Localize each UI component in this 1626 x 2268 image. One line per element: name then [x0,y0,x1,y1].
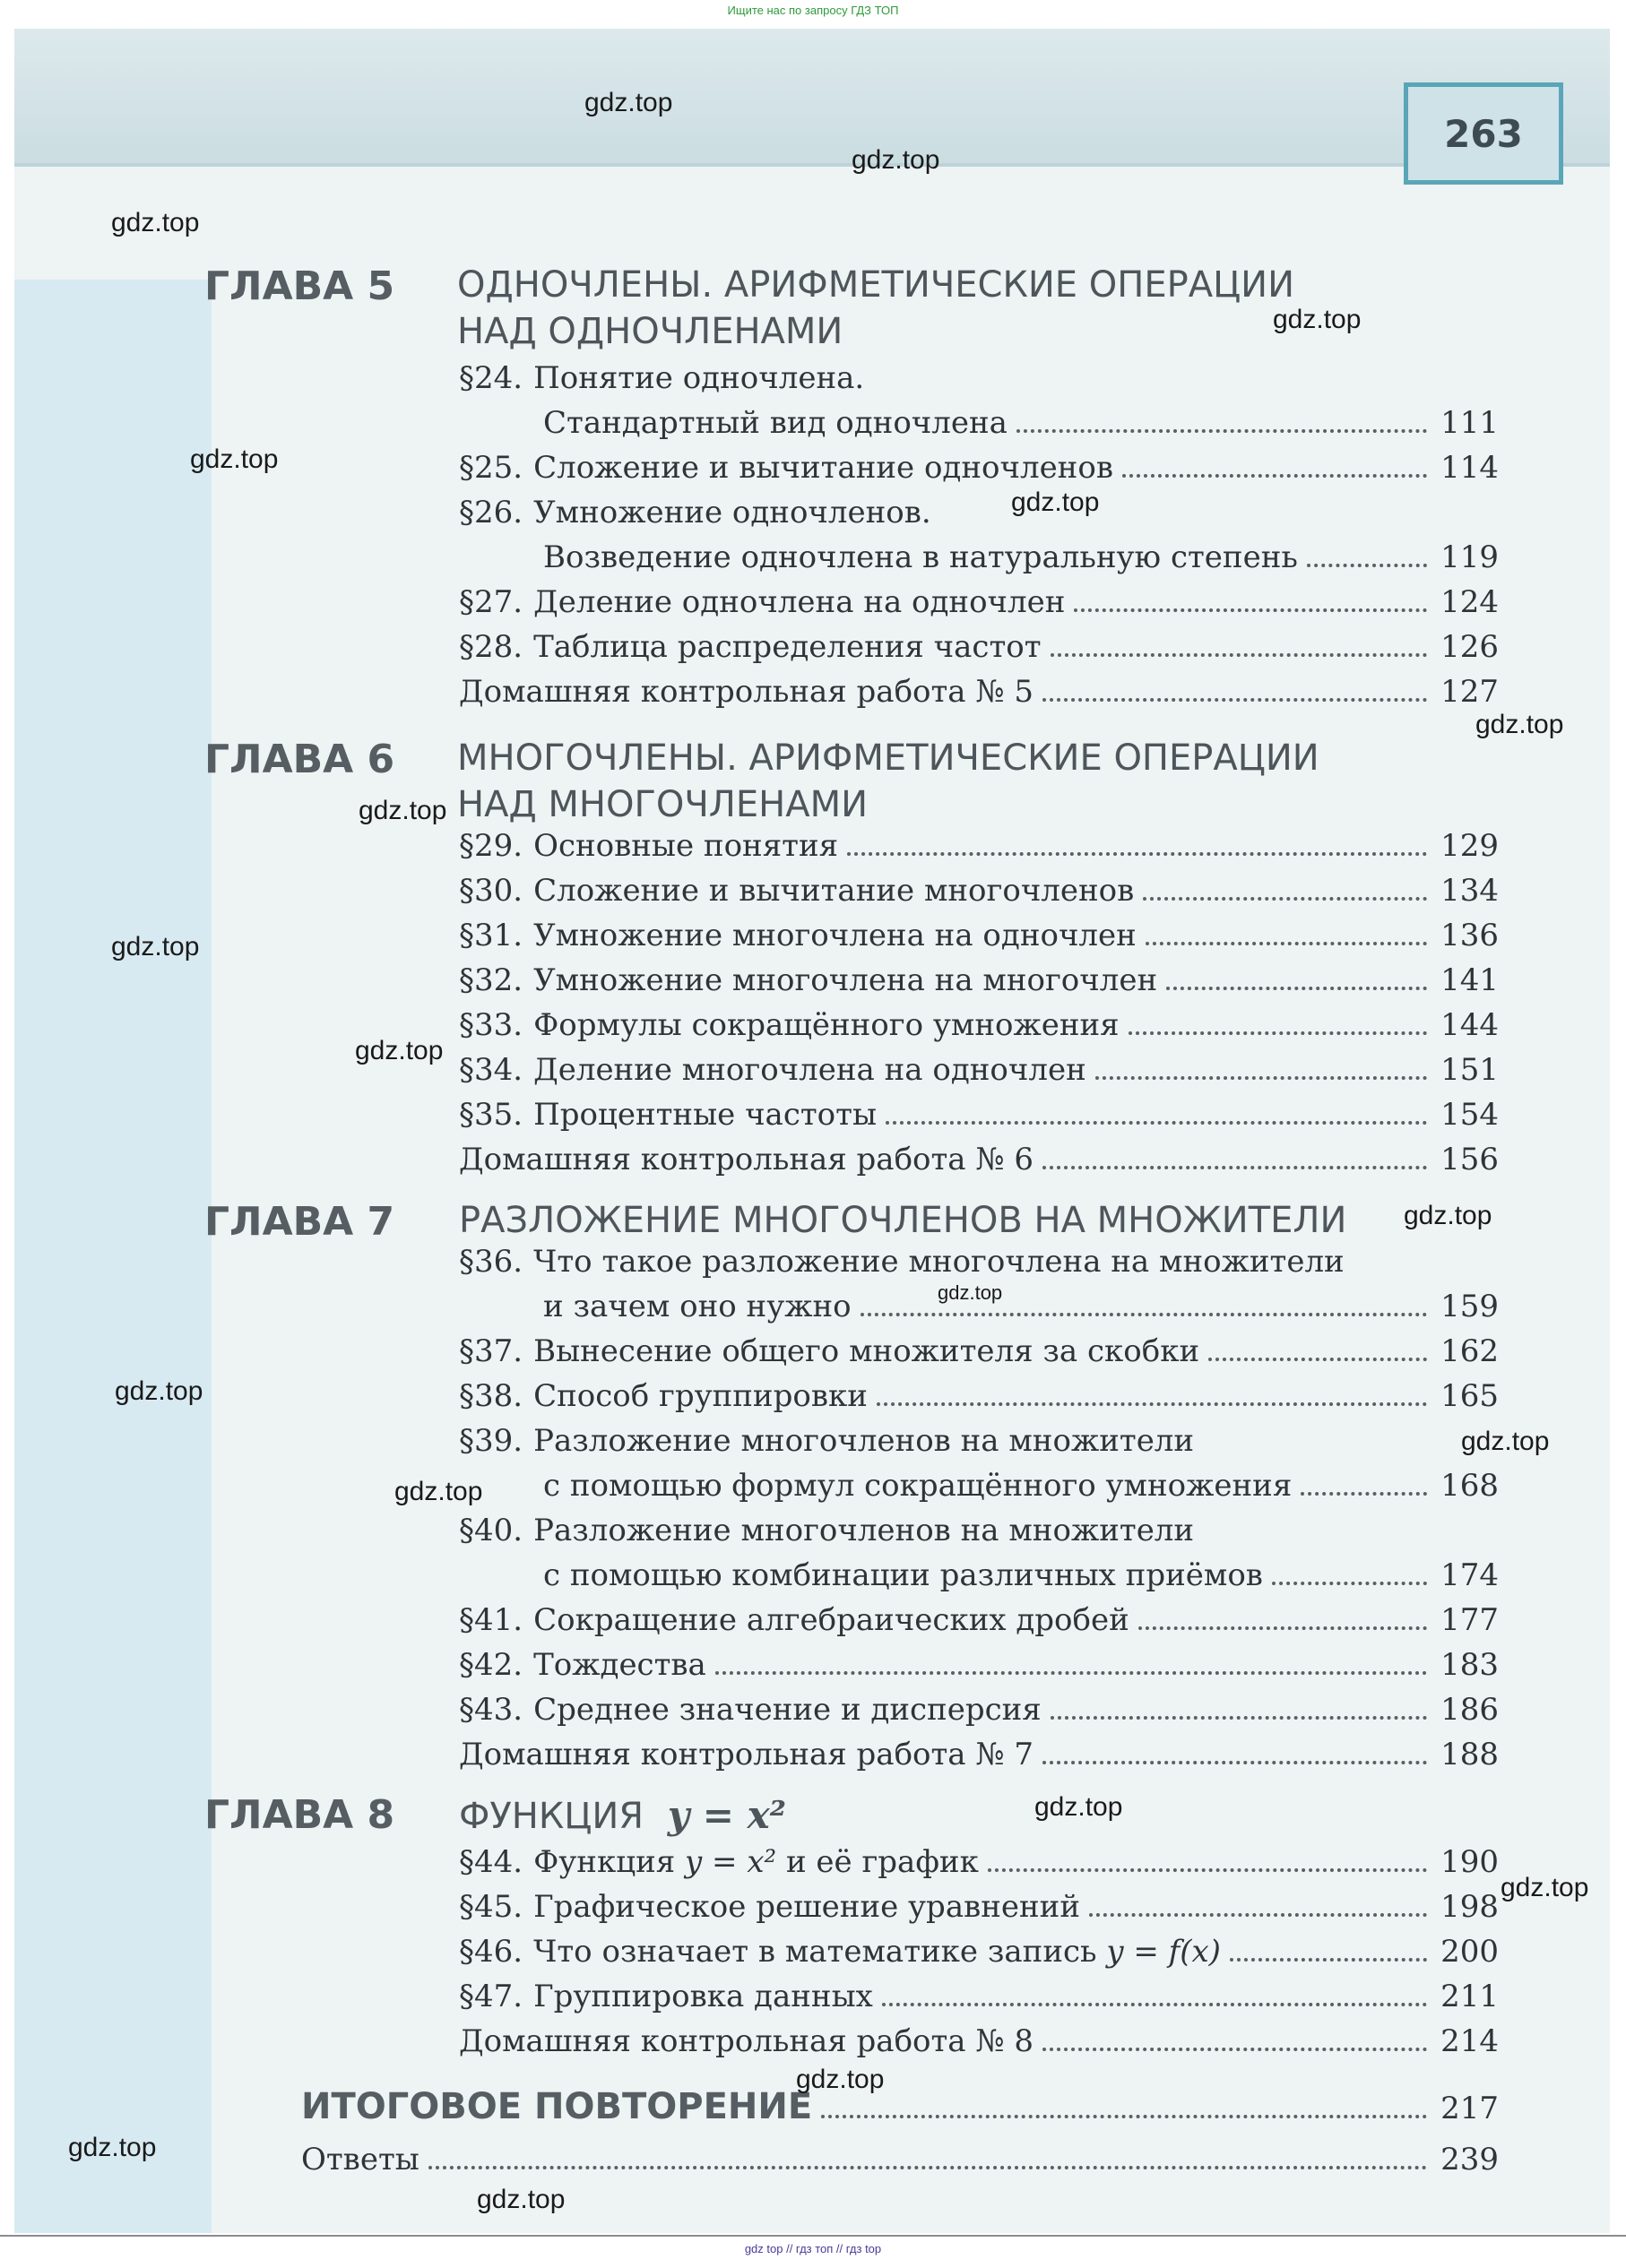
dot-leader [1146,942,1427,945]
section-title: Графическое решение уравнений [533,1889,1081,1925]
answers-title: Ответы [301,2142,419,2177]
page-ref: 217 [1440,2091,1499,2126]
watermark: gdz.top [68,2133,157,2162]
dot-leader [1138,1626,1427,1630]
section-number: §31. [459,918,523,953]
page-ref: 174 [1440,1557,1499,1593]
toc-entry-33[interactable] [459,1007,1499,1052]
section-title-cont: и зачем оно нужно [543,1289,852,1324]
homework-title: Домашняя контрольная работа № 6 [459,1142,1034,1177]
dot-leader [1089,1913,1427,1917]
page-number: 263 [1404,82,1563,185]
section-title-part: и её график [785,1844,979,1880]
page-ref: 156 [1440,1142,1499,1177]
homework-title: Домашняя контрольная работа № 7 [459,1737,1034,1772]
section-title: Разложение многочленов на множители [533,1423,1195,1459]
chapter-8-title [459,1792,1490,1840]
toc-entry-37[interactable] [459,1333,1499,1378]
toc-entry-26[interactable] [459,495,931,539]
chapter-7-title [459,1197,1490,1244]
chapter-6-title-line-2: НАД МНОГОЧЛЕНАМИ [457,784,869,825]
section-title: Процентные частоты [533,1097,878,1133]
watermark: gdz.top [1501,1873,1589,1902]
section-number: §29. [459,828,523,864]
page-ref: 129 [1440,828,1499,864]
section-title: Деление одночлена на одночлен [533,584,1066,620]
page-ref: 200 [1440,1934,1499,1970]
dot-leader [1051,653,1427,657]
dot-leader [715,1671,1427,1675]
section-title-cont: Стандартный вид одночлена [543,405,1008,441]
toc-entry-29[interactable] [459,828,1499,873]
section-number: §33. [459,1007,523,1043]
toc-entry-35[interactable] [459,1097,1499,1142]
chapter-6-title-line-1: МНОГОЧЛЕНЫ. АРИФМЕТИЧЕСКИЕ ОПЕРАЦИИ [457,737,1319,779]
toc-entry-41[interactable] [459,1602,1499,1647]
page-ref: 183 [1440,1647,1499,1683]
section-number: §37. [459,1333,523,1369]
chapter-8-formula: y = x² [667,1793,787,1837]
page-ref: 134 [1440,873,1499,909]
page-ref: 114 [1440,450,1499,486]
chapter-7-head: ГЛАВА 7 [204,1199,395,1245]
toc-homework-5[interactable] [459,674,1499,719]
page-ref: 177 [1440,1602,1499,1638]
watermark: gdz.top [355,1036,444,1065]
toc-entry-28[interactable] [459,629,1499,674]
section-title [533,1934,1221,1970]
chapter-5-title-line-2: НАД ОДНОЧЛЕНАМИ [457,311,843,352]
section-title: Тождества [533,1647,706,1683]
dot-leader [1042,1166,1427,1169]
page-ref: 162 [1440,1333,1499,1369]
dot-leader [1122,474,1427,478]
dot-leader [1042,2048,1427,2051]
page-ref: 144 [1440,1007,1499,1043]
section-number: §41. [459,1602,523,1638]
section-number: §46. [459,1934,523,1970]
toc-entry-36-cont[interactable] [543,1289,1499,1333]
page-ref: 188 [1440,1737,1499,1772]
section-title: Сложение и вычитание многочленов [533,873,1135,909]
toc-entry-31[interactable] [459,918,1499,962]
dot-leader [1143,897,1427,901]
toc-entry-34[interactable] [459,1052,1499,1097]
watermark: gdz.top [477,2185,566,2214]
dot-leader [1230,1958,1427,1962]
dot-leader [428,2166,1427,2169]
toc-entry-38[interactable] [459,1378,1499,1423]
section-title-part: Что означает в математике запись [533,1934,1097,1970]
toc-homework-6[interactable] [459,1142,1499,1186]
page-ref: 151 [1440,1052,1499,1088]
page-ref: 214 [1440,2023,1499,2059]
watermark: gdz.top [938,1281,1003,1304]
section-title: Сложение и вычитание одночленов [533,450,1113,486]
dot-leader [886,1121,1427,1125]
toc-entry-24[interactable] [459,360,864,405]
bottom-divider [0,2235,1626,2237]
section-number: §39. [459,1423,523,1459]
watermark: gdz.top [584,88,673,117]
section-number: §45. [459,1889,523,1925]
watermark: gdz.top [852,145,940,175]
dot-leader [1166,987,1427,990]
section-number: §38. [459,1378,523,1414]
section-title-cont: Возведение одночлена в натуральную степень [543,539,1298,575]
toc-entry-39-cont[interactable] [543,1468,1499,1513]
dot-leader [877,1402,1427,1406]
toc-final-review[interactable] [301,2086,1499,2136]
dot-leader [1042,1761,1427,1764]
watermark: gdz.top [115,1376,203,1406]
section-number: §35. [459,1097,523,1133]
dot-leader [1272,1582,1427,1585]
page-ref: 111 [1440,405,1499,441]
toc-entry-44[interactable] [459,1844,1499,1889]
section-title: Что такое разложение многочлена на множители [533,1244,1345,1280]
toc-entry-39[interactable] [459,1423,1194,1468]
page-ref: 198 [1440,1889,1499,1925]
section-title [533,1844,979,1880]
section-number: §42. [459,1647,523,1683]
section-title: Формулы сокращённого умножения [533,1007,1120,1043]
watermark: gdz.top [1273,305,1362,334]
section-number: §28. [459,629,523,665]
toc-homework-7[interactable] [459,1737,1499,1781]
homework-title: Домашняя контрольная работа № 8 [459,2023,1034,2059]
dot-leader [847,852,1427,856]
section-title: Группировка данных [533,1979,873,2014]
chapter-5-title-line-1: ОДНОЧЛЕНЫ. АРИФМЕТИЧЕСКИЕ ОПЕРАЦИИ [457,264,1295,306]
toc-entry-36[interactable] [459,1244,1345,1289]
page-ref: 119 [1440,539,1499,575]
section-formula: y = x² [685,1844,777,1880]
section-title: Таблица распределения частот [533,629,1042,665]
toc-entry-46[interactable] [459,1934,1499,1979]
section-number: §36. [459,1244,523,1280]
bottom-banner: gdz top // гдз топ // гдз top [744,2242,882,2255]
page-ref: 126 [1440,629,1499,665]
section-title: Умножение многочлена на одночлен [533,918,1137,953]
watermark: gdz.top [359,796,447,825]
section-title-part: Функция [533,1844,676,1880]
dot-leader [1016,429,1427,433]
toc-entry-40-cont[interactable] [543,1557,1499,1602]
watermark: gdz.top [1461,1427,1550,1456]
section-title: Понятие одночлена. [533,360,865,396]
dot-leader [1301,1492,1427,1496]
toc-entry-26-cont[interactable] [543,539,1499,584]
dot-leader [821,2115,1427,2118]
section-title: Умножение одночленов. [533,495,931,530]
chapter-6-title [457,735,1488,828]
page-ref: 124 [1440,584,1499,620]
chapter-8-head: ГЛАВА 8 [204,1792,395,1838]
section-number: §44. [459,1844,523,1880]
page-ref: 136 [1440,918,1499,953]
section-title: Разложение многочленов на множители [533,1513,1195,1548]
toc-entry-30[interactable] [459,873,1499,918]
section-title: Основные понятия [533,828,839,864]
section-title: Вынесение общего множителя за скобки [533,1333,1200,1369]
page-ref: 239 [1440,2142,1499,2177]
toc-entry-25[interactable] [459,450,1499,495]
watermark: gdz.top [190,444,279,474]
watermark: gdz.top [796,2065,885,2094]
watermark: gdz.top [1011,487,1100,517]
dot-leader [988,1868,1427,1872]
dot-leader [1042,698,1427,702]
dot-leader [1129,1031,1427,1035]
dot-leader [861,1313,1427,1316]
section-number: §25. [459,450,523,486]
left-margin-strip [14,280,212,2233]
page-ref: 186 [1440,1692,1499,1728]
section-number: §26. [459,495,523,530]
page-ref: 211 [1440,1979,1499,2014]
toc-entry-32[interactable] [459,962,1499,1007]
toc-entry-43[interactable] [459,1692,1499,1737]
page-ref: 190 [1440,1844,1499,1880]
top-banner: Ищите нас по запросу ГДЗ ТОП [727,4,899,17]
section-number: §47. [459,1979,523,2014]
watermark: gdz.top [111,932,200,962]
dot-leader [1208,1358,1427,1361]
section-title-cont: с помощью формул сокращённого умножения [543,1468,1293,1504]
dot-leader [882,2003,1427,2006]
page-ref: 154 [1440,1097,1499,1133]
section-number: §32. [459,962,523,998]
toc-entry-42[interactable] [459,1647,1499,1692]
page-ref: 141 [1440,962,1499,998]
section-title-cont: с помощью комбинации различных приёмов [543,1557,1263,1593]
dot-leader [1095,1076,1427,1080]
section-title: Сокращение алгебраических дробей [533,1602,1129,1638]
dot-leader [1051,1716,1427,1720]
section-formula: y = f(x) [1106,1934,1221,1970]
homework-title: Домашняя контрольная работа № 5 [459,674,1034,710]
dot-leader [1074,608,1427,612]
toc-entry-24-cont[interactable] [543,405,1499,450]
section-number: §24. [459,360,523,396]
section-number: §40. [459,1513,523,1548]
toc-entry-40[interactable] [459,1513,1194,1557]
page-ref: 168 [1440,1468,1499,1504]
section-number: §27. [459,584,523,620]
watermark: gdz.top [111,208,200,237]
section-title: Умножение многочлена на многочлен [533,962,1158,998]
section-number: §43. [459,1692,523,1728]
section-number: §34. [459,1052,523,1088]
dot-leader [1307,564,1427,567]
chapter-6-head: ГЛАВА 6 [204,737,395,782]
watermark: gdz.top [394,1477,483,1506]
watermark: gdz.top [1475,710,1564,739]
section-title: Среднее значение и дисперсия [533,1692,1042,1728]
page-ref: 165 [1440,1378,1499,1414]
header-band [14,29,1610,167]
toc-homework-8[interactable] [459,2023,1499,2068]
final-review-title: ИТОГОВОЕ ПОВТОРЕНИЕ [301,2086,813,2127]
chapter-5-head: ГЛАВА 5 [204,263,395,309]
page-ref: 127 [1440,674,1499,710]
chapter-7-title-line-1: РАЗЛОЖЕНИЕ МНОГОЧЛЕНОВ НА МНОЖИТЕЛИ [459,1200,1347,1241]
page-ref: 159 [1440,1289,1499,1324]
section-number: §30. [459,873,523,909]
toc-entry-47[interactable] [459,1979,1499,2023]
chapter-8-title-text: ФУНКЦИЯ [459,1796,644,1837]
toc-entry-27[interactable] [459,584,1499,629]
section-title: Способ группировки [533,1378,868,1414]
watermark: gdz.top [1034,1792,1123,1822]
section-title: Деление многочлена на одночлен [533,1052,1086,1088]
toc-entry-45[interactable] [459,1889,1499,1934]
watermark: gdz.top [1404,1201,1492,1230]
